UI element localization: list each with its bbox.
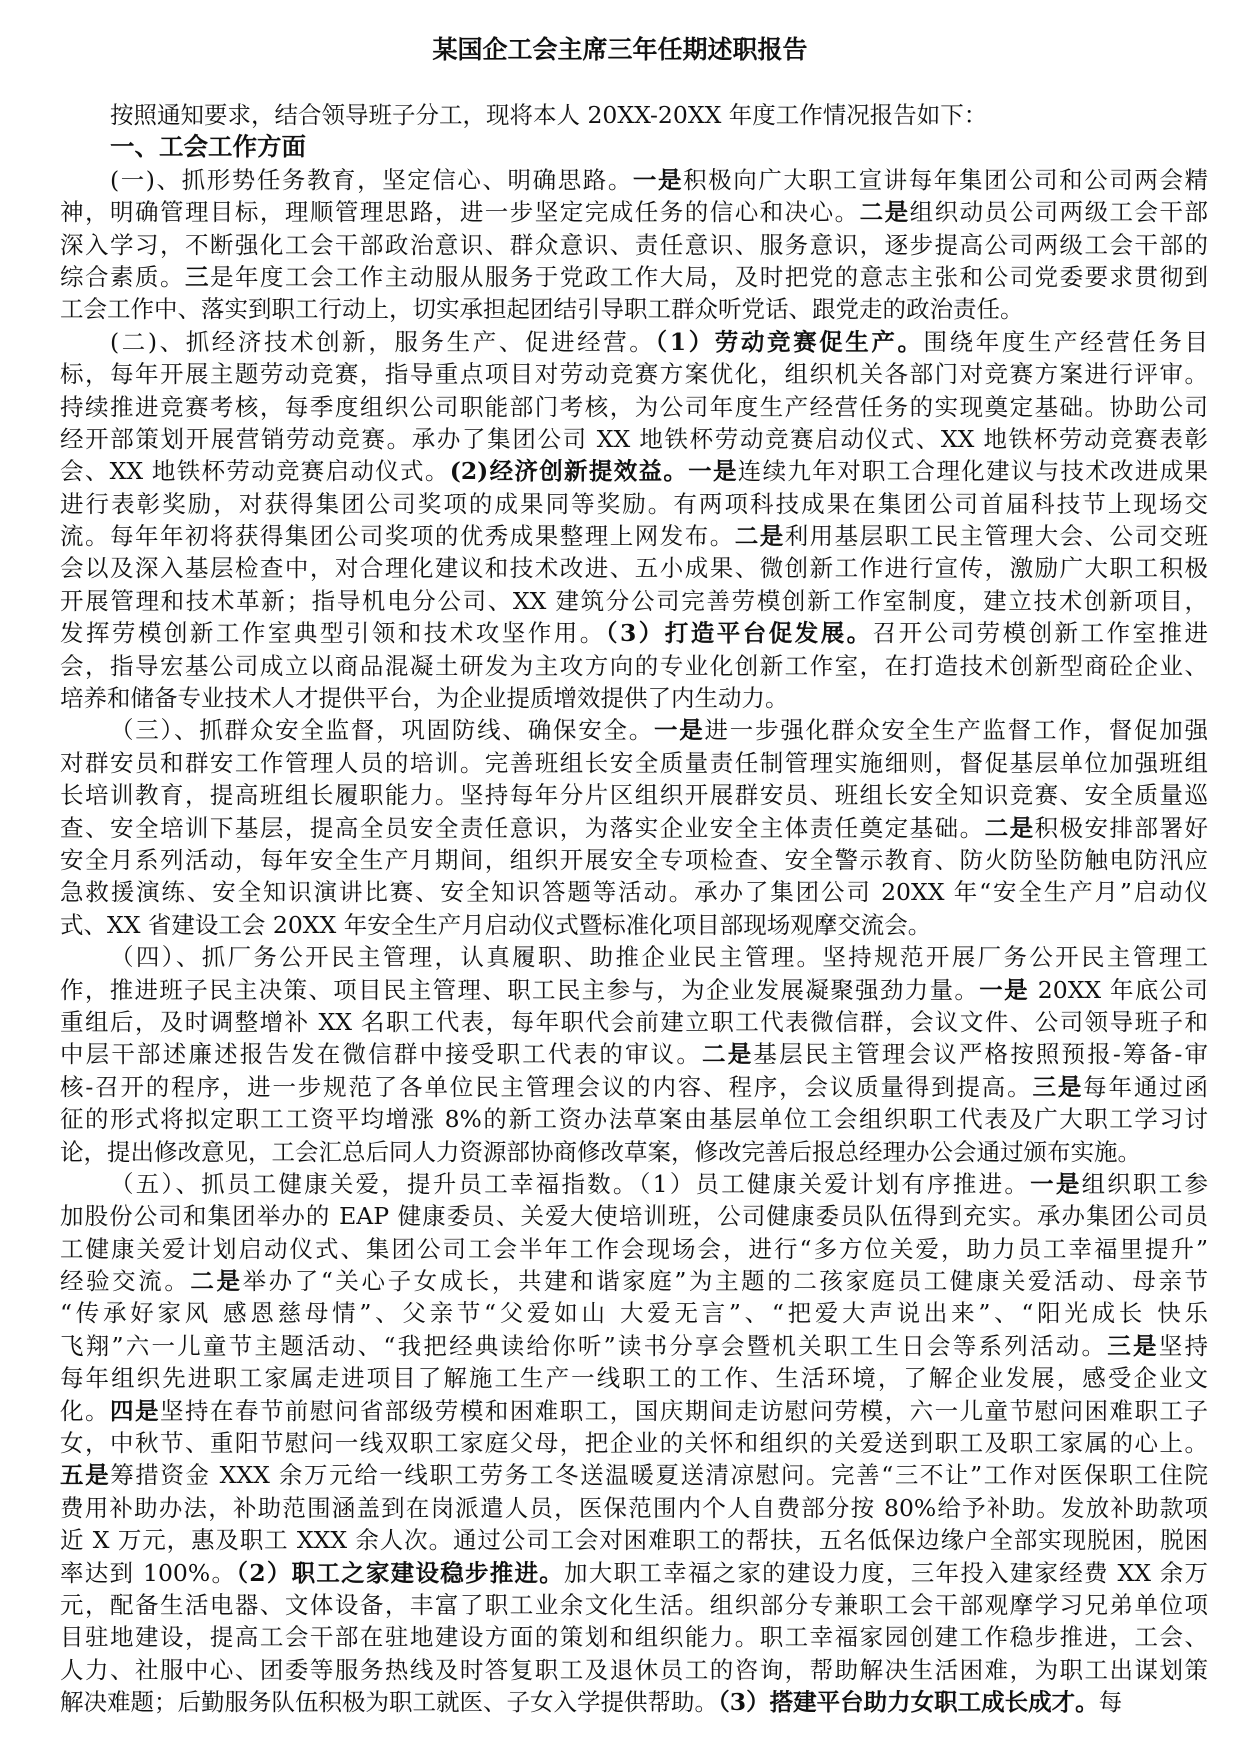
- text-line: [60, 293, 1208, 325]
- text-run: 深入学习，不断强化工会干部政治意识、群众意识、责任意识、服务意识，逐步提高公司两级工会干部的: [60, 230, 1208, 259]
- text-line: [60, 1297, 1208, 1329]
- paragraph-5: [60, 1168, 1208, 1719]
- bold-text: 二是: [734, 522, 785, 551]
- text-run: 加股份公司和集团举办的 EAP 健康委员、关爱大使培训班，公司健康委员队伍得到充实。承办集团公司员: [60, 1202, 1208, 1231]
- text-run: 长培训教育，提高班组长履职能力。坚持每年分片区组织开展群安员、班组长安全知识竞赛、安全质量巡: [60, 781, 1208, 810]
- bold-text: (2)经济创新提效益。一是: [449, 457, 738, 486]
- text-run: 费用补助办法，补助范围涵盖到在岗派遣人员，医保范围内个人自费部分按 80%给予补助。发放补助款项: [60, 1493, 1208, 1522]
- text-line: [60, 196, 1208, 228]
- text-line: [60, 617, 1208, 649]
- text-line: [60, 1524, 1208, 1556]
- text-run: 作，推进班子民主决策、项目民主管理、职工民主参与，为企业发展凝聚强劲力量。: [60, 975, 980, 1004]
- text-line: [60, 1071, 1208, 1103]
- bold-text: 二是: [702, 1040, 754, 1069]
- text-line: [60, 1427, 1208, 1459]
- text-line: [60, 876, 1208, 908]
- document-body: [60, 99, 1208, 1719]
- text-line: [60, 1654, 1208, 1686]
- text-line: [60, 326, 1208, 358]
- text-line: [60, 229, 1208, 261]
- text-line: [60, 1362, 1208, 1394]
- text-line: [60, 1136, 1208, 1168]
- text-line: [60, 844, 1208, 876]
- text-run: 率达到 100%。: [60, 1558, 237, 1587]
- text-run: 查、安全培训下基层，提高全员安全责任意识，为落实企业安全主体责任奠定基础。: [60, 813, 985, 842]
- text-line: [60, 455, 1208, 487]
- text-line: [60, 1459, 1208, 1491]
- text-run: 20XX 年底公司: [1028, 975, 1208, 1004]
- text-line: [60, 1330, 1208, 1362]
- text-run: （五）、抓员工健康关爱，提升员工幸福指数。（1）员工健康关爱计划有序推进。: [110, 1169, 1031, 1198]
- text-run: （四）、抓厂务公开民主管理，认真履职、助推企业民主管理。坚持规范开展厂务公开民主管理工: [110, 943, 1208, 972]
- text-line: [60, 1006, 1208, 1038]
- text-run: 经开部策划开展营销劳动竞赛。承办了集团公司 XX 地铁杯劳动竞赛启动仪式、XX 地铁杯劳动竞赛表彰: [60, 424, 1208, 453]
- text-run: 女，中秋节、重阳节慰问一线双职工家庭父母，把企业的关怀和组织的关爱送到职工及职工家属的心上。: [60, 1429, 1208, 1458]
- text-line: [60, 747, 1208, 779]
- text-line: [60, 909, 1208, 941]
- text-run: 举办了“关心子女成长，共建和谐家庭”为主题的二孩家庭员工健康关爱活动、母亲节: [242, 1267, 1208, 1296]
- bold-text: 四是: [109, 1396, 160, 1425]
- bold-text: （2）职工之家建设稳步推进。: [236, 1558, 565, 1587]
- text-run: 会、XX 地铁杯劳动竞赛启动仪式。: [60, 457, 450, 486]
- text-run: （三）、抓群众安全监督，巩固防线、确保安全。: [110, 716, 655, 745]
- text-line: [60, 585, 1208, 617]
- text-run: 每年通过函: [1083, 1072, 1208, 1101]
- text-line: [60, 552, 1208, 584]
- text-run: 每年组织先进职工家属走进项目了解施工生产一线职工的工作、生活环境，了解企业发展，感受企业文: [60, 1364, 1208, 1393]
- text-line: [60, 164, 1208, 196]
- text-line: [60, 650, 1208, 682]
- bold-text: 五是: [60, 1461, 111, 1490]
- text-run: 论，提出修改意见，工会汇总后同人力资源部协商修改草案，修改完善后报总经理办公会通过颁布实施。: [60, 1137, 1141, 1166]
- text-run: 工健康关爱计划启动仪式、集团公司工会半年工作会现场会，进行“多方位关爱，助力员工幸福里提升”: [60, 1234, 1208, 1263]
- text-line: [60, 488, 1208, 520]
- section-heading: 一、工会工作方面: [110, 132, 306, 162]
- text-run: 经验交流。: [60, 1267, 191, 1296]
- text-run: 每: [1098, 1688, 1123, 1717]
- text-line: [60, 714, 1208, 746]
- text-run: 组织职工参: [1081, 1169, 1208, 1198]
- intro-line: 按照通知要求，结合领导班子分工，现将本人 20XX-20XX 年度工作情况报告如下：: [110, 101, 988, 129]
- paragraph-2: [60, 326, 1208, 715]
- text-run: 工会工作中、落实到职工行动上，切实承担起团结引导职工群众听党话、跟党走的政治责任。: [60, 295, 1024, 324]
- text-run: 持续推进竞赛考核，每季度组织公司职能部门考核，为公司年度生产经营任务的实现奠定基础。协助公司: [60, 392, 1208, 421]
- text-line: [60, 1038, 1208, 1070]
- text-line: [60, 1103, 1208, 1135]
- text-line: [60, 1200, 1208, 1232]
- text-line: [60, 1492, 1208, 1524]
- text-run: 神，明确管理目标，理顺管理思路，进一步坚定完成任务的信心和决心。: [60, 198, 860, 227]
- text-line: [60, 812, 1208, 844]
- bold-text: 一是: [979, 975, 1029, 1004]
- bold-text: 二是: [859, 198, 910, 227]
- text-run: 会以及深入基层检查中，对合理化建议和技术改进、五小成果、微创新工作进行宣传，激励广大职工积极: [60, 554, 1208, 583]
- text-run: 对群安员和群安工作管理人员的培训。完善班组长安全质量责任制管理实施细则，督促基层单位加强班组: [60, 748, 1208, 777]
- text-run: 发挥劳模创新工作室典型引领和技术攻坚作用。: [60, 619, 606, 648]
- paragraph-1: [60, 164, 1208, 326]
- text-run: 培养和储备专业技术人才提供平台，为企业提质增效提供了内生动力。: [60, 684, 789, 713]
- text-line: [60, 682, 1208, 714]
- text-line: [60, 261, 1208, 293]
- bold-text: 二是: [984, 813, 1035, 842]
- text-run: 急救援演练、安全知识演讲比赛、安全知识答题等活动。承办了集团公司 20XX 年“安全生产月”启动仪: [60, 878, 1208, 907]
- paragraph-3: [60, 714, 1208, 941]
- text-run: 连续九年对职工合理化建议与技术改进成果: [737, 457, 1208, 486]
- text-run: 基层民主管理会议严格按照预报-筹备-审: [753, 1040, 1208, 1069]
- text-run: 坚持: [1158, 1331, 1208, 1360]
- text-run: 积极向广大职工宣讲每年集团公司和公司两会精: [683, 165, 1208, 194]
- bold-text: 一是: [654, 716, 705, 745]
- text-run: 开展管理和技术革新；指导机电分公司、XX 建筑分公司完善劳模创新工作室制度，建立技术创新项目，: [60, 586, 1208, 615]
- text-line: [60, 941, 1208, 973]
- text-run: (一)、抓形势任务教育，坚定信心、明确思路。: [110, 165, 633, 194]
- bold-text: 三: [184, 262, 210, 291]
- text-run: 解决难题；后勤服务队伍积极为职工就医、子女入学提供帮助。: [60, 1688, 718, 1717]
- text-run: 重组后，及时调整增补 XX 名职工代表，每年职代会前建立职工代表微信群，会议文件、公司领导班子和: [60, 1007, 1208, 1036]
- bold-text: 二是: [190, 1267, 243, 1296]
- text-line: [60, 1395, 1208, 1427]
- text-run: 加大职工幸福之家的建设力度，三年投入建家经费 XX 余万: [564, 1558, 1208, 1587]
- text-run: 式、XX 省建设工会 20XX 年安全生产月启动仪式暨标准化项目部现场观摩交流会。: [60, 910, 932, 939]
- text-run: 召开公司劳模创新工作室推进: [872, 619, 1208, 648]
- text-run: 会，指导宏基公司成立以商品混凝土研发为主攻方向的专业化创新工作室，在打造技术创新型商砼企业、: [60, 651, 1208, 680]
- text-run: 人力、社服中心、团委等服务热线及时答复职工及退休员工的咨询，帮助解决生活困难，为职工出谋划策: [60, 1655, 1208, 1684]
- text-line: [60, 1589, 1208, 1621]
- text-run: 征的形式将拟定职工工资平均增涨 8%的新工资办法草案由基层单位工会组织职工代表及广大职工学习讨: [60, 1105, 1208, 1134]
- bold-text: （3）搭建平台助力女职工成长成才。: [718, 1688, 1099, 1717]
- text-run: 近 X 万元，惠及职工 XXX 余人次。通过公司工会对困难职工的帮扶，五名低保边缘户全部实现脱困，脱困: [60, 1526, 1208, 1555]
- text-run: 坚持在春节前慰问省部级劳模和困难职工，国庆期间走访慰问劳模，六一儿童节慰问困难职工子: [159, 1396, 1208, 1425]
- text-run: 筹措资金 XXX 余万元给一线职工劳务工冬送温暖夏送清凉慰问。完善“三不让”工作对医保职工住院: [110, 1461, 1208, 1490]
- text-run: 综合素质。: [60, 262, 185, 291]
- text-line: [60, 974, 1208, 1006]
- document-title: 某国企工会主席三年任期述职报告: [432, 35, 808, 64]
- text-run: 安全月系列活动，每年安全生产月期间，组织开展安全专项检查、安全警示教育、防火防坠防触电防汛应: [60, 845, 1208, 874]
- bold-text: （3）打造平台促发展。: [605, 619, 873, 648]
- text-run: 目驻地建设，提高工会干部在驻地建设方面的策划和组织能力。职工幸福家园创建工作稳步推进，工会、: [60, 1623, 1208, 1652]
- text-run: “传承好家风 感恩慈母情”、父亲节“父爱如山 大爱无言”、“把爱大声说出来”、“阳光成长 快乐: [60, 1299, 1208, 1328]
- text-run: 积极安排部署好: [1034, 813, 1208, 842]
- text-run: 是年度工会工作主动服从服务于党政工作大局，及时把党的意志主张和公司党委要求贯彻到: [209, 262, 1208, 291]
- text-run: 流。每年年初将获得集团公司奖项的优秀成果整理上网发布。: [60, 522, 735, 551]
- text-line: [60, 423, 1208, 455]
- text-run: 核-召开的程序，进一步规范了各单位民主管理会议的内容、程序，会议质量得到提高。: [60, 1072, 1033, 1101]
- bold-text: 一是: [1030, 1169, 1082, 1198]
- text-run: 化。: [60, 1396, 110, 1425]
- text-run: 利用基层职工民主管理大会、公司交班: [784, 522, 1208, 551]
- text-line: [60, 1557, 1208, 1589]
- text-line: [60, 1168, 1208, 1200]
- text-run: 进行表彰奖励，对获得集团公司奖项的成果同等奖励。有两项科技成果在集团公司首届科技节上现场交: [60, 489, 1208, 518]
- bold-text: （1）劳动竞赛促生产。: [655, 327, 924, 356]
- text-run: 标，每年开展主题劳动竞赛，指导重点项目对劳动竞赛方案优化，组织机关各部门对竞赛方案进行评审。: [60, 360, 1208, 389]
- text-run: 组织动员公司两级工会干部: [909, 198, 1208, 227]
- bold-text: 三是: [1107, 1331, 1159, 1360]
- bold-text: 一是: [632, 165, 684, 194]
- text-run: 元，配备生活电器、文体设备，丰富了职工业余文化生活。组织部分专兼职工会干部观摩学习兄弟单位项: [60, 1590, 1208, 1619]
- text-run: 飞翔”六一儿童节主题活动、“我把经典读给你听”读书分享会暨机关职工生日会等系列活动。: [60, 1331, 1108, 1360]
- text-run: 中层干部述廉述报告发在微信群中接受职工代表的审议。: [60, 1040, 703, 1069]
- paragraph-4: [60, 941, 1208, 1168]
- text-run: 进一步强化群众安全生产监督工作，督促加强: [704, 716, 1208, 745]
- text-line: [60, 1233, 1208, 1265]
- text-run: (二)、抓经济技术创新，服务生产、促进经营。: [110, 327, 656, 356]
- text-line: [60, 520, 1208, 552]
- text-line: [60, 779, 1208, 811]
- text-line: [60, 1265, 1208, 1297]
- bold-text: 三是: [1032, 1072, 1084, 1101]
- text-line: [60, 1621, 1208, 1653]
- text-line: [60, 391, 1208, 423]
- text-line: [60, 358, 1208, 390]
- text-line: [60, 1686, 1208, 1718]
- text-run: 围绕年度生产经营任务目: [923, 327, 1208, 356]
